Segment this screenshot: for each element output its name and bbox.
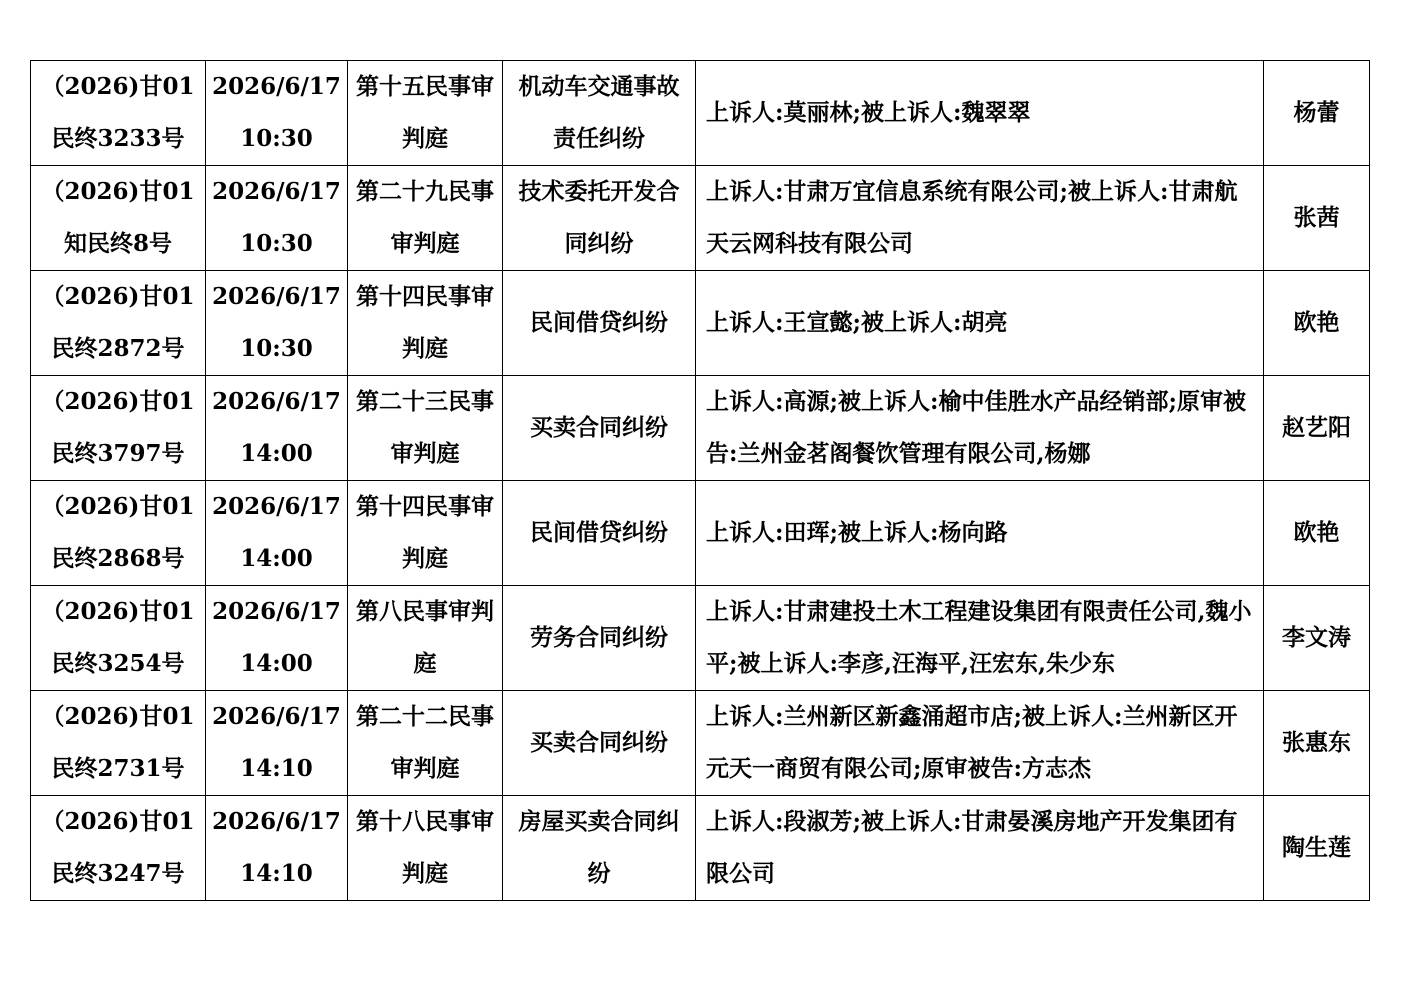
case-number-cell: （2026)甘01民终3247号 [31, 796, 206, 901]
courtroom-cell: 第十八民事审判庭 [348, 796, 503, 901]
hearing-time-cell: 2026/6/17 14:00 [206, 586, 348, 691]
judge-cell: 欧艳 [1264, 271, 1370, 376]
case-number-cell: （2026)甘01民终3233号 [31, 61, 206, 166]
parties-cell: 上诉人:高源;被上诉人:榆中佳胜水产品经销部;原审被告:兰州金茗阁餐饮管理有限公司,杨娜 [696, 376, 1264, 481]
table-row [31, 271, 1370, 376]
table-row [31, 691, 1370, 796]
table-row [31, 61, 1370, 166]
case-number-cell: （2026)甘01民终3797号 [31, 376, 206, 481]
case-cause-cell: 技术委托开发合同纠纷 [503, 166, 696, 271]
case-number-cell: （2026)甘01民终2731号 [31, 691, 206, 796]
courtroom-cell: 第十四民事审判庭 [348, 271, 503, 376]
case-cause-cell: 民间借贷纠纷 [503, 481, 696, 586]
courtroom-cell: 第二十九民事审判庭 [348, 166, 503, 271]
hearing-time-cell: 2026/6/17 14:10 [206, 796, 348, 901]
parties-cell: 上诉人:甘肃万宜信息系统有限公司;被上诉人:甘肃航天云网科技有限公司 [696, 166, 1264, 271]
table-row [31, 796, 1370, 901]
courtroom-cell: 第二十三民事审判庭 [348, 376, 503, 481]
case-cause-cell: 房屋买卖合同纠纷 [503, 796, 696, 901]
courtroom-cell: 第十四民事审判庭 [348, 481, 503, 586]
hearing-time-cell: 2026/6/17 10:30 [206, 271, 348, 376]
case-number-cell: （2026)甘01民终2868号 [31, 481, 206, 586]
hearing-time-cell: 2026/6/17 14:10 [206, 691, 348, 796]
hearing-schedule-table [30, 60, 1370, 901]
courtroom-cell: 第二十二民事审判庭 [348, 691, 503, 796]
parties-cell: 上诉人:田珲;被上诉人:杨向路 [696, 481, 1264, 586]
case-cause-cell: 劳务合同纠纷 [503, 586, 696, 691]
case-number-cell: （2026)甘01民终3254号 [31, 586, 206, 691]
case-number-cell: （2026)甘01民终2872号 [31, 271, 206, 376]
courtroom-cell: 第十五民事审判庭 [348, 61, 503, 166]
courtroom-cell: 第八民事审判庭 [348, 586, 503, 691]
parties-cell: 上诉人:甘肃建投土木工程建设集团有限责任公司,魏小平;被上诉人:李彦,汪海平,汪宏东,朱少东 [696, 586, 1264, 691]
case-number-cell: （2026)甘01知民终8号 [31, 166, 206, 271]
judge-cell: 张惠东 [1264, 691, 1370, 796]
case-cause-cell: 买卖合同纠纷 [503, 376, 696, 481]
case-cause-cell: 买卖合同纠纷 [503, 691, 696, 796]
table-row [31, 166, 1370, 271]
case-cause-cell: 机动车交通事故责任纠纷 [503, 61, 696, 166]
table-row [31, 481, 1370, 586]
judge-cell: 张茜 [1264, 166, 1370, 271]
hearing-time-cell: 2026/6/17 14:00 [206, 481, 348, 586]
parties-cell: 上诉人:王宣懿;被上诉人:胡亮 [696, 271, 1264, 376]
case-cause-cell: 民间借贷纠纷 [503, 271, 696, 376]
hearing-time-cell: 2026/6/17 10:30 [206, 166, 348, 271]
parties-cell: 上诉人:莫丽林;被上诉人:魏翠翠 [696, 61, 1264, 166]
parties-cell: 上诉人:兰州新区新鑫涌超市店;被上诉人:兰州新区开元天一商贸有限公司;原审被告:方志杰 [696, 691, 1264, 796]
judge-cell: 陶生莲 [1264, 796, 1370, 901]
table-row [31, 376, 1370, 481]
parties-cell: 上诉人:段淑芳;被上诉人:甘肃晏溪房地产开发集团有限公司 [696, 796, 1264, 901]
table-row [31, 586, 1370, 691]
hearing-time-cell: 2026/6/17 14:00 [206, 376, 348, 481]
judge-cell: 赵艺阳 [1264, 376, 1370, 481]
judge-cell: 欧艳 [1264, 481, 1370, 586]
hearing-time-cell: 2026/6/17 10:30 [206, 61, 348, 166]
judge-cell: 杨蕾 [1264, 61, 1370, 166]
judge-cell: 李文涛 [1264, 586, 1370, 691]
